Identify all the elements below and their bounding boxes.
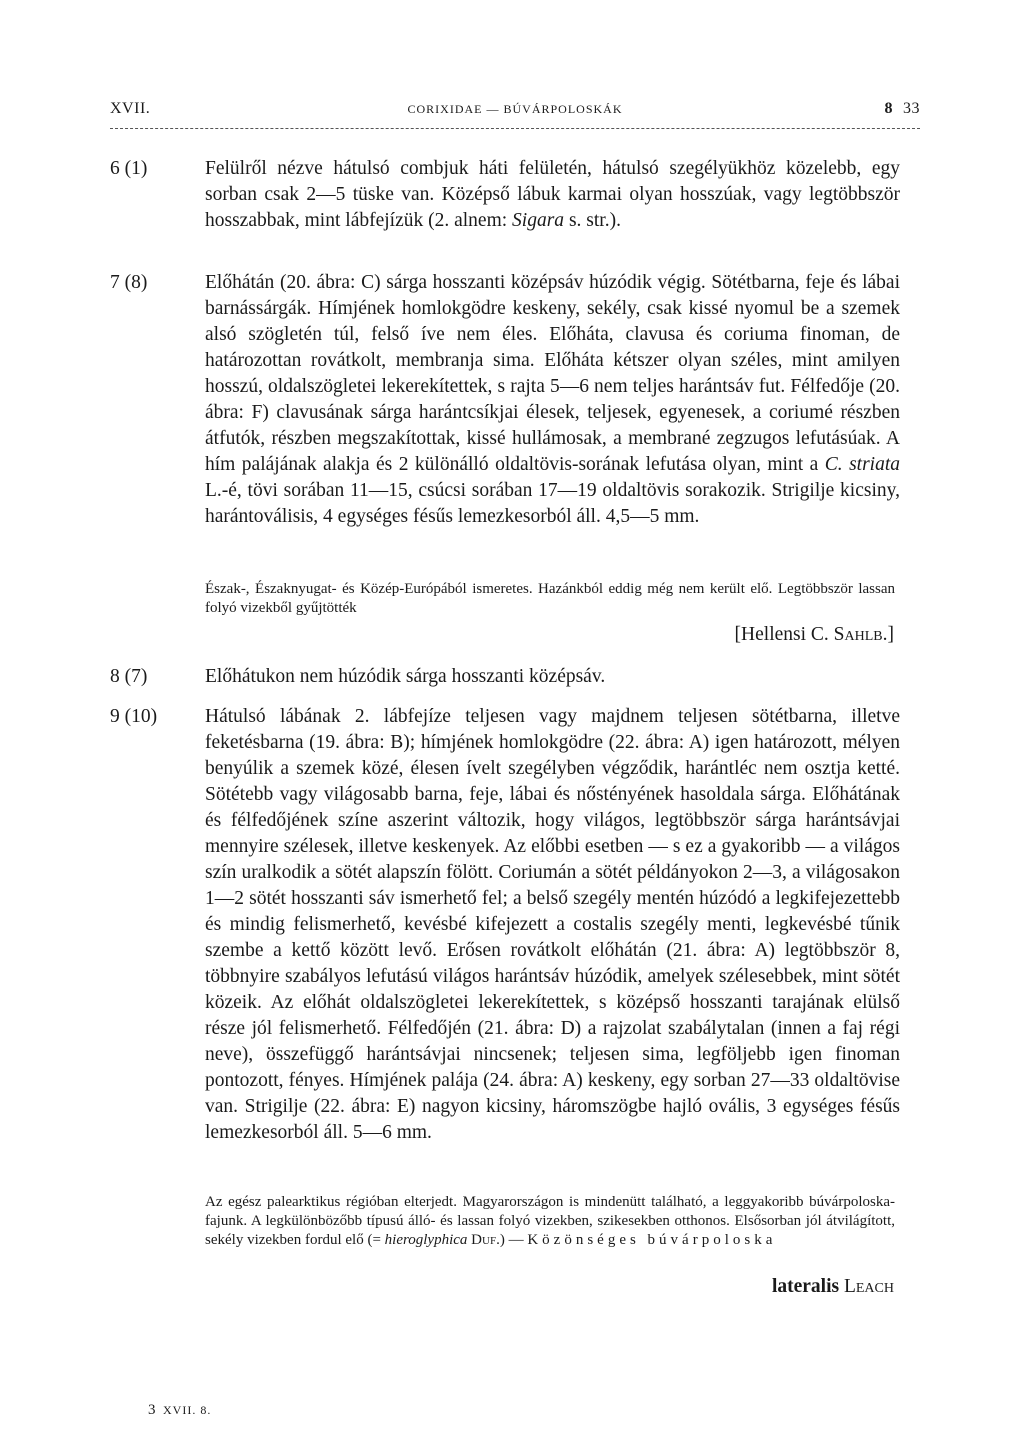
- key-entry-9: [110, 704, 900, 1146]
- key-number: 9 (10): [110, 706, 158, 727]
- key-number: 8 (7): [110, 666, 148, 687]
- signature-footer: [148, 1402, 211, 1419]
- common-name: Közönséges búvárpoloska: [527, 1232, 777, 1248]
- species-attribution-2: [772, 1276, 894, 1298]
- attr-author: Leach: [843, 1276, 894, 1297]
- distribution-note-1: Észak-, Északnyugat- és Közép-Európából ismeretes. Hazánkból eddig még nem került elő. Legtöbbször lassan folyó vizekből gyűjtötték: [205, 581, 895, 616]
- key-text: Hátulsó lábának 2. lábfejíze teljesen vagy majdnem teljesen sötétbarna, illetve feketésbarna (19. ábra: B); hímjének homlokgödre (22. ábra: A) igen határozott, mélyen benyúlik a szemek közé, élesen ívelt szegélyben végződik, harántléc nem osztja ketté. Sötétebb vagy világosabb barna, feje, lábai és nőstényének hasoldala sárga. Előhátának és félfedőjének színe aszerint változik, hogy világos, legtöbbször sárga harántsávjai mennyire szélesek, illetve keskenyek. Az előbbi esetben — s ez a gyakoribb — a világos szín uralkodik a sötét alapszín fölött. Coriumán a sötét példányokon 2—3, a világosakon 1—2 sötét hosszanti sáv ismerhető fel; a belső szegély mentén húzódó a legkifejezettebb és mindig felismerhető, kevésbé kifejezett a costalis szegély menti, legkevésbé tűnik szembe a kettő között levő. Erősen rovátkolt előhátán (21. ábra: A) legtöbbször 8, többnyire szabályos lefutású világos harántsáv húzódik, amelyek szélesebbek, mint sötét közeik. Az előhát oldalszögletei lekerekítettek, s középső hosszanti tarajának elülső része jól felismerhető. Félfedőjén (21. ábra: D) a rajzolat szabálytalan (innen a faj régi neve), összefüggő harántsávjai nincsenek; teljesen sima, legföljebb igen finoman pontozott, fényes. Hímjének palája (24. ábra: A) keskeny, egy sorban 27—33 oldaltövise van. Strigilje (22. ábra: E) nagyon kicsiny, háromszögbe hajló ovális, 3 egységes fésűs lemezkesorból áll. 5—6 mm.: [205, 706, 900, 1143]
- distribution-note-2: [205, 1193, 895, 1250]
- header-rule: [110, 128, 920, 129]
- sheet-mark: 8: [884, 100, 893, 117]
- signature-number: 3: [148, 1402, 156, 1418]
- species-epithet: lateralis: [771, 1276, 840, 1297]
- attr-author: Sahlb.: [833, 624, 888, 645]
- key-entry-6: [110, 156, 900, 234]
- species-name: C. striata: [824, 454, 901, 475]
- key-text: Előhátukon nem húzódik sárga hosszanti középsáv.: [205, 666, 606, 687]
- key-number: 7 (8): [110, 272, 148, 293]
- section-number: XVII.: [110, 100, 151, 117]
- note-text: Az egész palearktikus régióban elterjedt. Magyarországon is mindenütt található, a leggyakoribb búvárpoloska-fajunk. A legkülönbözőbb típusú álló- és lassan folyó vizekben, szikesekben otthonos. Elsősorban jól átvilágított, sekély vizekben fordul elő (=: [205, 1194, 895, 1248]
- genus-name: Sigara: [512, 210, 565, 231]
- signature-mark: XVII. 8.: [163, 1403, 212, 1417]
- running-header: [110, 100, 920, 124]
- key-text-end: L.-é, tövi sorában 11—15, csúcsi sorában 17—19 oldaltövis sorakozik. Strigilje kicsiny, harántoválisis, 4 egységes fésűs lemezkesorból áll. 4,5—5 mm.: [205, 480, 900, 527]
- key-text-end: s. str.).: [564, 210, 621, 231]
- note-tail: ) —: [499, 1232, 528, 1248]
- attr-name: [Hellensi C.: [734, 624, 834, 645]
- page-number-block: [885, 100, 921, 118]
- key-entry-7: [110, 270, 900, 530]
- synonym-name: hieroglyphica: [384, 1232, 468, 1248]
- key-text: [205, 156, 900, 234]
- running-title: CORIXIDAE — BÚVÁRPOLOSKÁK: [407, 102, 623, 116]
- key-text-body: Előhátán (20. ábra: C) sárga hosszanti középsáv húzódik végig. Sötétbarna, feje és lábai barnássárgák. Hímjének homlokgödre keskeny, sekély, csak kissé nyomul be a szemek alsó szögletén túl, felső íve nem éles. Előháta, clavusa és coriuma finoman, de határozottan rovátkolt, membranja sima. Előháta kétszer olyan széles, mint amilyen hosszú, oldalszögletei lekerekítettek, s rajta 5—6 nem teljes harántsáv fut. Félfedője (20. ábra: F) clavusának sárga harántcsíkjai élesek, teljesek, egyenesek, a coriumé részben átfutók, részben megszakítottak, kissé hullámosak, a membrané zegzugos lefutásúak. A hím palájának alakja és 2 különálló oldaltövis-sorának lefutása olyan, mint a: [205, 272, 900, 475]
- key-text: [205, 270, 900, 530]
- key-text-body: Felülről nézve hátulsó combjuk háti felületén, hátulsó szegélyükhöz közelebb, egy sorban csak 2—5 tüske van. Középső lábuk karmai olyan hosszúak, vagy legtöbbször hosszabbak, mint lábfejízük (2. alnem:: [205, 158, 900, 231]
- synonym-author: Duf.: [471, 1232, 500, 1248]
- attr-close: ]: [887, 624, 894, 645]
- species-attribution-1: [735, 624, 894, 646]
- key-number: 6 (1): [110, 158, 148, 179]
- key-entry-8: [110, 664, 900, 690]
- page-number: 33: [903, 100, 920, 117]
